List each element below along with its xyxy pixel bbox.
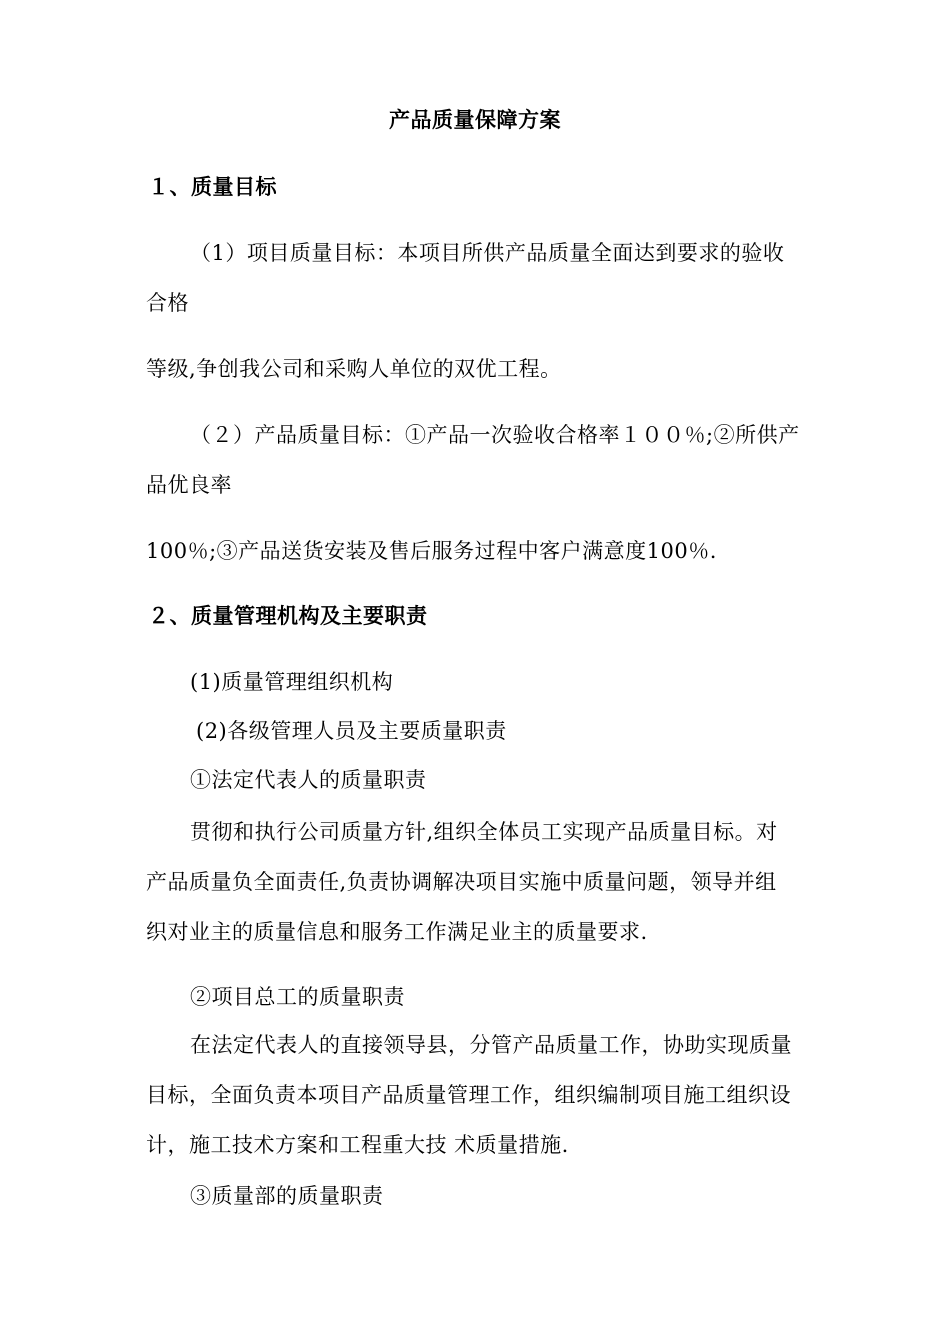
paragraph-line: 计，施工技术方案和工程重大技 术质量措施. xyxy=(146,1133,569,1157)
paragraph-line: 织对业主的质量信息和服务工作满足业主的质量要求. xyxy=(146,920,648,944)
paragraph-line: 品优良率 xyxy=(146,473,232,497)
paragraph-line: 产品质量负全面责任,负责协调解决项目实施中质量问题，领导并组 xyxy=(146,870,777,894)
subsection-title: ②项目总工的质量职责 xyxy=(190,985,405,1009)
paragraph-line: 贯彻和执行公司质量方针,组织全体员工实现产品质量目标。对 xyxy=(190,820,778,844)
paragraph-line: 100％;③产品送货安装及售后服务过程中客户满意度100％. xyxy=(146,539,717,563)
paragraph-line: 等级,争创我公司和采购人单位的双优工程。 xyxy=(146,357,562,381)
subsection-title: ③质量部的质量职责 xyxy=(190,1184,384,1208)
section-heading-quality-goals: １、质量目标 xyxy=(148,174,277,199)
list-item: (1)质量管理组织机构 xyxy=(190,670,394,694)
subsection-title: ①法定代表人的质量职责 xyxy=(190,768,427,792)
section-heading-quality-organization: ２、质量管理机构及主要职责 xyxy=(148,603,428,628)
document-title: 产品质量保障方案 xyxy=(389,107,561,132)
paragraph-line: 目标，全面负责本项目产品质量管理工作，组织编制项目施工组织设 xyxy=(146,1083,791,1107)
paragraph-line: 在法定代表人的直接领导县，分管产品质量工作，协助实现质量 xyxy=(190,1033,792,1057)
paragraph-line: 合格 xyxy=(146,291,189,315)
list-item: (2)各级管理人员及主要质量职责 xyxy=(196,719,507,743)
paragraph-line: （1）项目质量目标：本项目所供产品质量全面达到要求的验收 xyxy=(190,241,785,265)
paragraph-line: （２）产品质量目标：①产品一次验收合格率１００％;②所供产 xyxy=(190,423,800,447)
